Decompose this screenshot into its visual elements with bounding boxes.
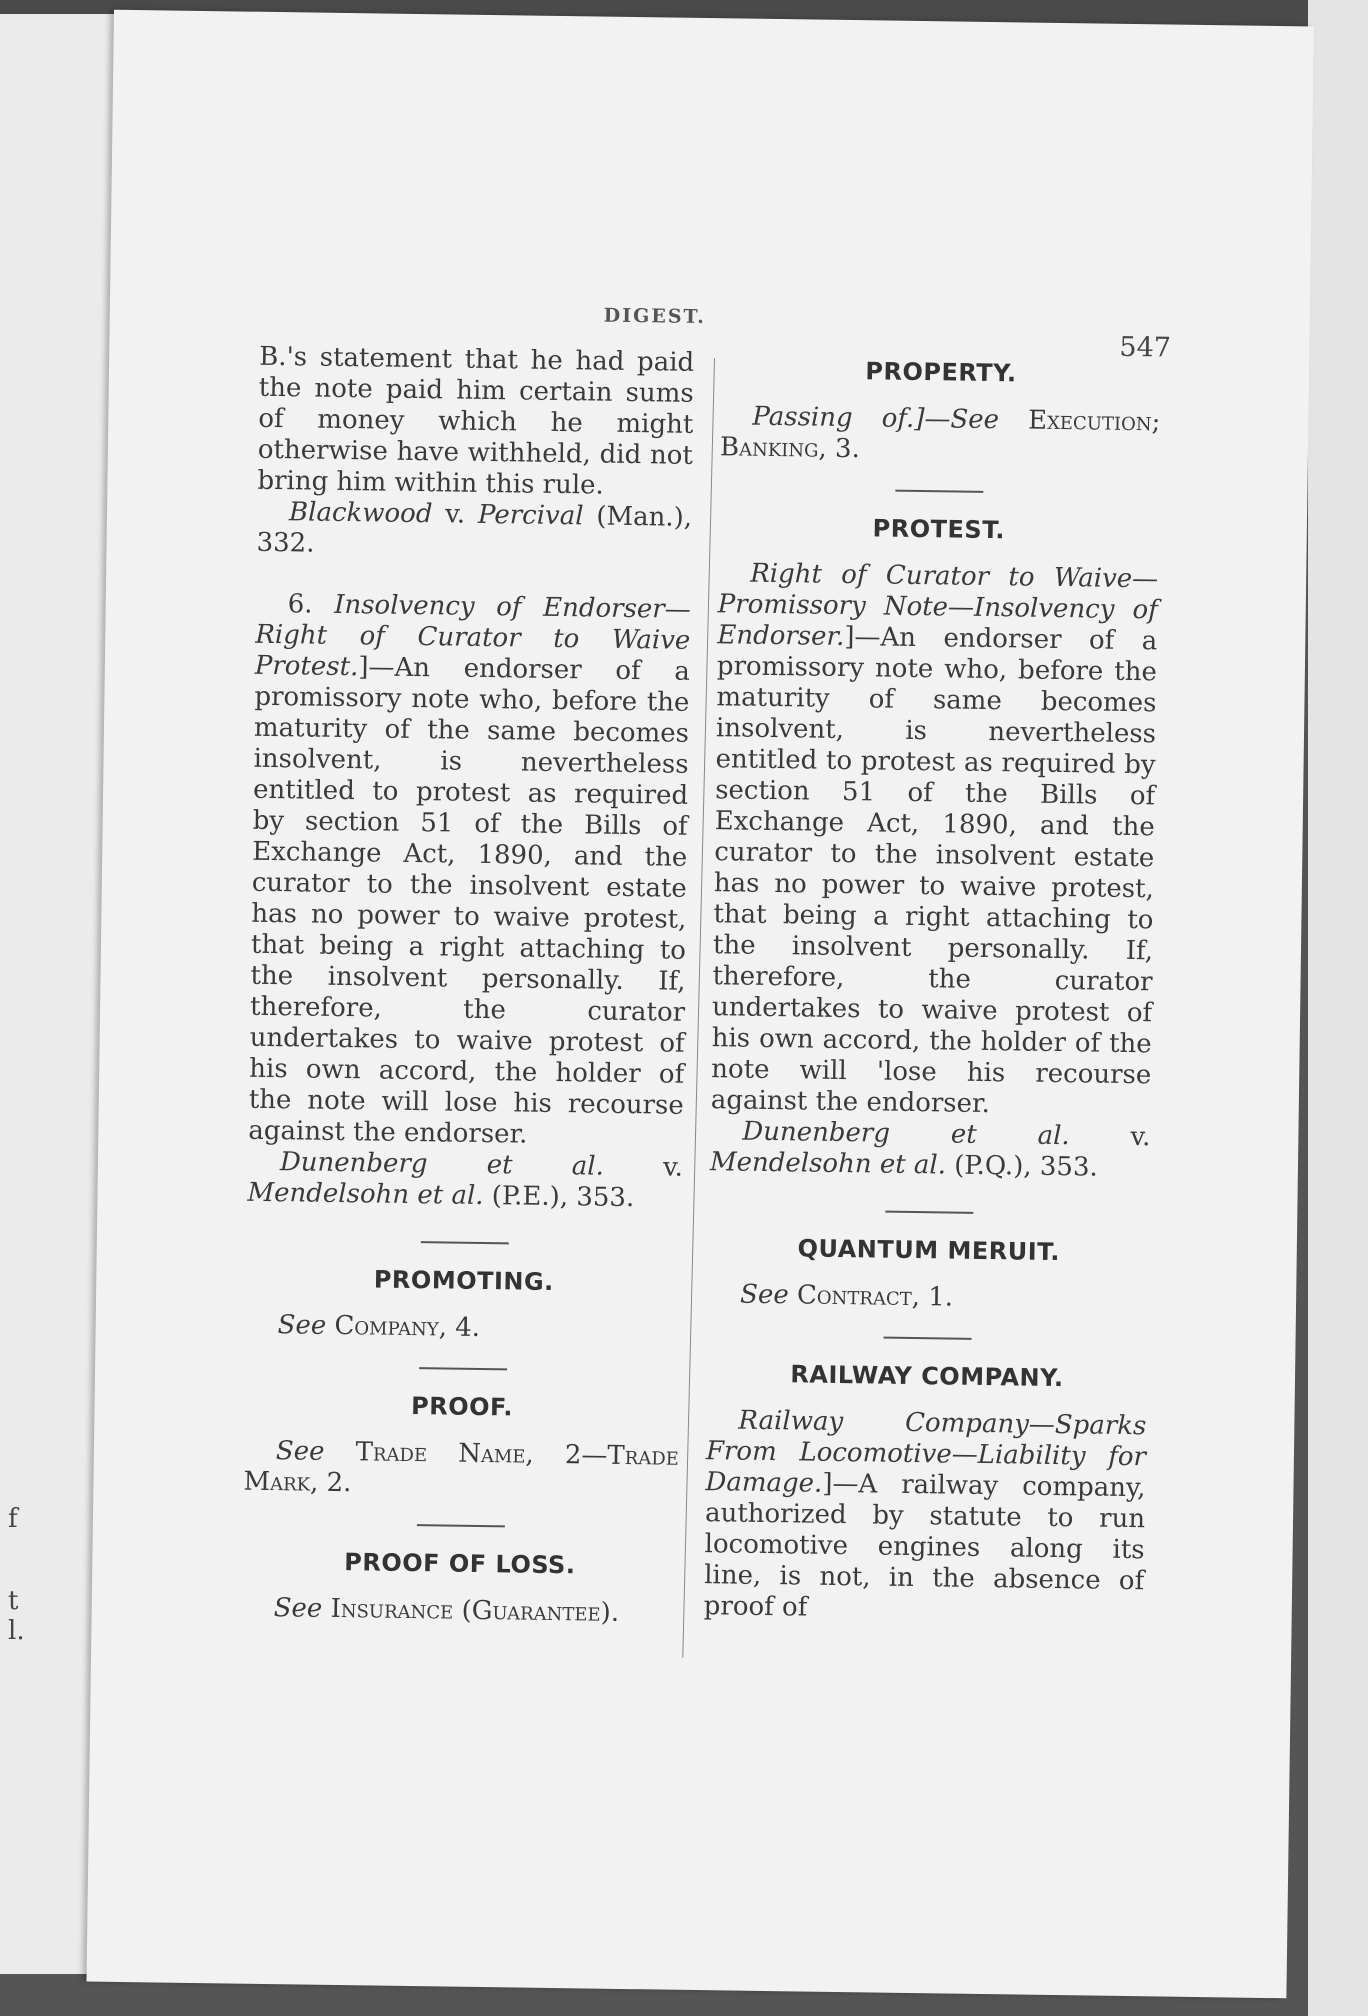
entry-paragraph: Right of Curator to Waive—Promissory Note—Insolvency of Endorser.]—An endorser of a promissory note who, before the maturity of same becomes insolvent, is nevertheless entitled to protest as required by section 51 of the Bills of Exchange Act, 1890, and the curator to the insolvent estate has no power to waive protest, that being a right attaching to the insolvent personally. If, therefore, the curator undertakes to waive protest of his own accord, the holder of the note will 'lose his recourse against the endorser. xyxy=(710,558,1159,1120)
section-title-property: PROPERTY. xyxy=(865,357,1017,388)
cross-reference: See Company, 4. xyxy=(277,1310,481,1343)
section-rule xyxy=(884,1337,972,1340)
cross-reference: See Insurance (Guarantee). xyxy=(273,1593,620,1628)
edge-fragment: l. xyxy=(8,1616,25,1646)
section-rule xyxy=(416,1524,504,1527)
section-title-railway-company: RAILWAY COMPANY. xyxy=(790,1360,1064,1393)
section-title-promoting: PROMOTING. xyxy=(373,1265,554,1296)
case-citation: Dunenberg et al. v. Mendelsohn et al. (P.Q.), 353. xyxy=(709,1116,1151,1183)
section-title-quantum-meruit: QUANTUM MERUIT. xyxy=(797,1234,1061,1267)
section-rule xyxy=(885,1211,973,1214)
entry-heading: Insolvency of Endorser—Right of Curator to Waive Protest. xyxy=(254,589,691,683)
edge-fragment: t xyxy=(8,1586,19,1616)
running-header: DIGEST. xyxy=(603,304,706,329)
entry-heading: Railway Company—Sparks From Locomotive—Liability for Damage. xyxy=(705,1405,1147,1499)
section-title-proof-of-loss: PROOF OF LOSS. xyxy=(344,1548,576,1580)
continuation-paragraph: B.'s statement that he had paid the note paid him certain sums of money which he might otherwise have withheld, did not bring him within this rule. xyxy=(257,341,695,501)
case-citation: Dunenberg et al. v. Mendelsohn et al. (P.E.), 353. xyxy=(247,1147,684,1214)
edge-fragment: f xyxy=(8,1504,18,1534)
page-number: 547 xyxy=(1119,331,1172,364)
section-rule xyxy=(419,1367,507,1370)
section-title-proof: PROOF. xyxy=(410,1392,514,1422)
left-column xyxy=(241,342,694,1630)
entry-paragraph: Railway Company—Sparks From Locomotive—Liability for Damage.]—A railway company, authorized by statute to run locomotive engines along its line, is not, in the absence of proof of xyxy=(703,1405,1147,1623)
page-stack-edge xyxy=(1308,0,1368,2016)
digest-page xyxy=(86,10,1313,1999)
section-rule xyxy=(420,1241,508,1244)
right-column xyxy=(704,348,1162,1628)
entry-paragraph: 6. Insolvency of Endorser—Right of Curator to Waive Protest.]—An endorser of a promissory note who, before the maturity of the same becomes insolvent, is nevertheless entitled to protest as required by section 51 of the Bills of Exchange Act, 1890, and the curator to the insolvent estate has no power to waive protest, that being a right attaching to the insolvent personally. If, therefore, the curator undertakes to waive protest of his own accord, the holder of the note will lose his recourse against the endorser. xyxy=(248,589,691,1150)
case-citation: Blackwood v. Percival (Man.), 332. xyxy=(256,497,693,559)
section-rule xyxy=(895,490,983,493)
section-title-protest: PROTEST. xyxy=(872,514,1006,545)
cross-reference: See Contract, 1. xyxy=(739,1279,954,1313)
cross-reference: Passing of.]—See Execution; Banking, 3. xyxy=(719,401,1161,465)
entry-heading: Right of Curator to Waive—Promissory Note—Insolvency of Endorser. xyxy=(717,558,1159,652)
cross-reference: See Trade Name, 2—Trade Mark, 2. xyxy=(243,1436,680,1499)
